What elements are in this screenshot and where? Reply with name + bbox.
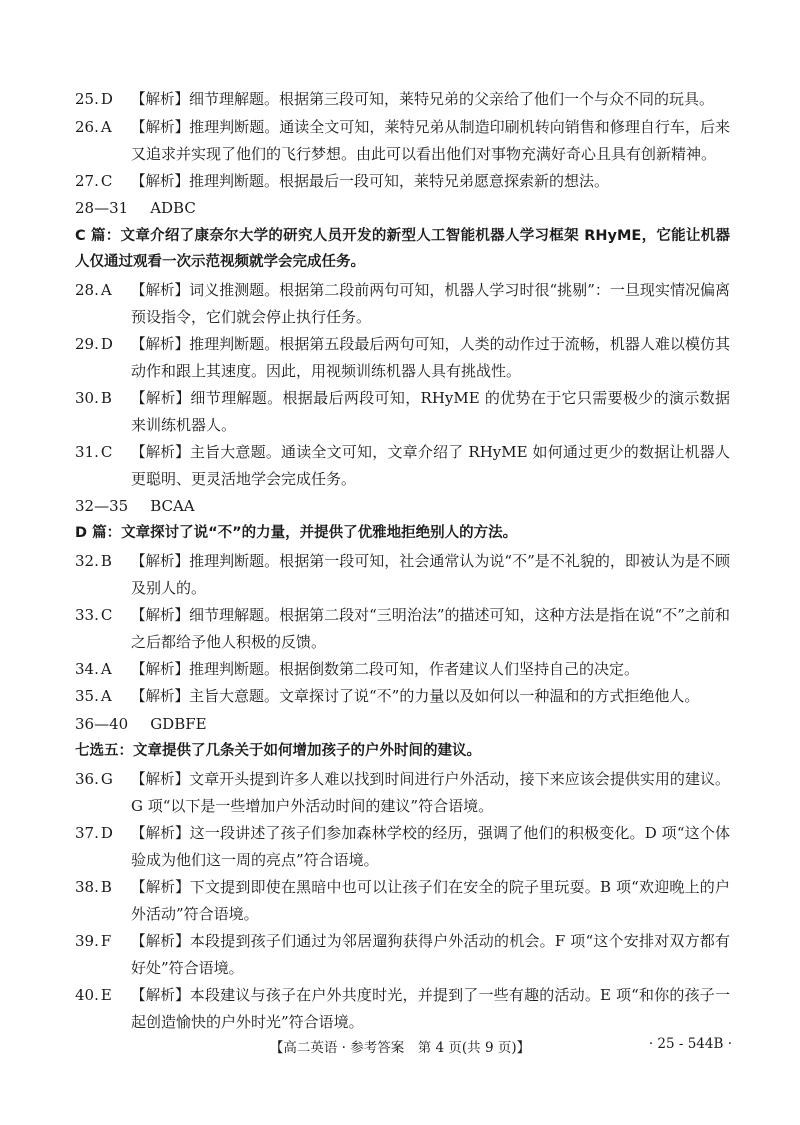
- question-index: 30.: [75, 388, 99, 407]
- group-d: [75, 548, 730, 711]
- answer-range-28-31: [75, 195, 730, 222]
- answer-content: [75, 86, 730, 1036]
- range-answers: BCAA: [150, 496, 195, 515]
- question-index: 39.: [75, 931, 99, 950]
- question-number: [75, 114, 131, 168]
- explanation: [131, 385, 730, 439]
- question-number: [75, 820, 131, 874]
- analysis-tag: 【解析】: [131, 987, 190, 1004]
- question-index: 36.: [75, 769, 99, 788]
- answer-letter: D: [100, 823, 113, 842]
- answer-letter: E: [100, 985, 112, 1004]
- analysis-tag: 【解析】: [131, 825, 190, 842]
- question-index: 29.: [75, 334, 99, 353]
- explanation: [131, 683, 730, 711]
- analysis-tag: 【解析】: [131, 282, 190, 299]
- question-number: [75, 86, 131, 114]
- question-number: [75, 277, 131, 331]
- range-label: 28—31: [75, 199, 129, 217]
- answer-item: [75, 277, 730, 331]
- explanation-text: 主旨大意题。通读全文可知，文章介绍了 RHyME 如何通过更少的数据让机器人更聪明、更灵活地学会完成任务。: [131, 442, 730, 488]
- explanation: [131, 928, 730, 982]
- explanation-text: 细节理解题。根据最后两段可知，RHyME 的优势在于它只需要极少的演示数据来训练机器人。: [131, 388, 731, 434]
- explanation: [131, 602, 730, 656]
- explanation: [131, 168, 730, 196]
- analysis-tag: 【解析】: [131, 689, 189, 705]
- analysis-tag: 【解析】: [131, 444, 190, 461]
- answer-item: [75, 548, 730, 602]
- answer-letter: A: [100, 659, 112, 678]
- group-c: [75, 277, 730, 493]
- question-index: 38.: [75, 877, 99, 896]
- analysis-tag: 【解析】: [131, 661, 189, 678]
- answer-letter: A: [100, 687, 112, 705]
- range-answers: GDBFE: [150, 714, 207, 733]
- answer-letter: A: [100, 117, 112, 136]
- range-answers: ADBC: [150, 199, 196, 217]
- question-number: [75, 683, 131, 711]
- section-7-heading: 七选五：文章提供了几条关于如何增加孩子的户外时间的建议。: [75, 743, 481, 759]
- question-index: 28.: [75, 280, 99, 299]
- question-number: [75, 656, 131, 684]
- explanation-text: 细节理解题。根据第三段可知，莱特兄弟的父亲给了他们一个与众不同的玩具。: [189, 90, 715, 108]
- footer-page-info: 【高二英语 · 参考答案 第 4 页(共 9 页)】: [269, 1040, 531, 1056]
- group-7: [75, 766, 730, 1036]
- range-label: 36—40: [75, 714, 129, 733]
- explanation: [131, 86, 730, 114]
- answer-item: [75, 602, 730, 656]
- answer-letter: D: [100, 334, 113, 353]
- question-number: [75, 331, 131, 385]
- explanation: [131, 874, 730, 928]
- explanation-text: 主旨大意题。文章探讨了说“不”的力量以及如何以一种温和的方式拒绝他人。: [189, 687, 700, 705]
- range-label: 32—35: [75, 496, 129, 515]
- answer-item: [75, 766, 730, 820]
- answer-range-32-35: [75, 493, 730, 520]
- question-number: [75, 168, 131, 196]
- answer-letter: B: [100, 388, 112, 407]
- analysis-tag: 【解析】: [131, 553, 190, 570]
- answer-letter: C: [100, 171, 113, 190]
- question-number: [75, 439, 131, 493]
- question-index: 34.: [75, 659, 99, 678]
- analysis-tag: 【解析】: [131, 92, 189, 108]
- answer-letter: F: [100, 931, 112, 950]
- analysis-tag: 【解析】: [131, 879, 190, 896]
- answer-letter: D: [100, 90, 113, 108]
- answer-letter: C: [100, 605, 113, 624]
- explanation-text: 推理判断题。根据第五段最后两句可知，人类的动作过于流畅，机器人难以模仿其动作和跟上其速度。因此，用视频训练机器人具有挑战性。: [131, 334, 730, 380]
- question-number: [75, 602, 131, 656]
- explanation: [131, 331, 730, 385]
- explanation-text: 下文提到即使在黑暗中也可以让孩子们在安全的院子里玩耍。B 项“欢迎晚上的户外活动”符合语境。: [131, 877, 731, 923]
- answer-item: [75, 439, 730, 493]
- footer-paper-code: · 25 - 544B ·: [648, 1036, 732, 1052]
- analysis-tag: 【解析】: [131, 390, 191, 407]
- question-index: 27.: [75, 171, 99, 190]
- group-a: [75, 86, 730, 195]
- question-index: 33.: [75, 605, 99, 624]
- question-number: [75, 928, 131, 982]
- question-number: [75, 874, 131, 928]
- answer-item: [75, 168, 730, 196]
- answer-item: [75, 683, 730, 711]
- explanation-text: 推理判断题。根据最后一段可知，莱特兄弟愿意探索新的想法。: [189, 171, 610, 190]
- question-number: [75, 548, 131, 602]
- analysis-tag: 【解析】: [131, 336, 190, 353]
- answer-letter: G: [100, 769, 113, 788]
- question-index: 40.: [75, 985, 99, 1004]
- question-index: 35.: [75, 687, 99, 705]
- explanation: [131, 439, 730, 493]
- section-c-heading: C 篇：文章介绍了康奈尔大学的研究人员开发的新型人工智能机器人学习框架 RHyME，它能让机器人仅通过观看一次示范视频就学会完成任务。: [75, 227, 730, 270]
- analysis-tag: 【解析】: [131, 607, 190, 624]
- question-index: 31.: [75, 442, 99, 461]
- question-index: 25.: [75, 90, 99, 108]
- explanation-text: 本段建议与孩子在户外共度时光，并提到了一些有趣的活动。E 项“和你的孩子一起创造愉快的户外时光”符合语境。: [131, 985, 731, 1031]
- explanation: [131, 820, 730, 874]
- explanation-text: 这一段讲述了孩子们参加森林学校的经历，强调了他们的积极变化。D 项“这个体验成为他们这一周的亮点”符合语境。: [131, 823, 730, 869]
- answer-item: [75, 331, 730, 385]
- explanation-text: 词义推测题。根据第二段前两句可知，机器人学习时很“挑剔”：一旦现实情况偏离预设指令，它们就会停止执行任务。: [131, 280, 731, 326]
- explanation: [131, 548, 730, 602]
- explanation-text: 推理判断题。通读全文可知，莱特兄弟从制造印刷机转向销售和修理自行车，后来又追求并实现了他们的飞行梦想。由此可以看出他们对事物充满好奇心且具有创新精神。: [131, 117, 730, 163]
- answer-item: [75, 820, 730, 874]
- explanation: [131, 766, 730, 820]
- answer-item: [75, 114, 730, 168]
- answer-range-36-40: [75, 711, 730, 738]
- question-number: [75, 766, 131, 820]
- explanation: [131, 277, 730, 331]
- analysis-tag: 【解析】: [131, 119, 190, 136]
- answer-item: [75, 656, 730, 684]
- analysis-tag: 【解析】: [131, 771, 190, 788]
- analysis-tag: 【解析】: [131, 173, 189, 190]
- answer-letter: B: [100, 551, 112, 570]
- section-d-heading: D 篇：文章探讨了说“不”的力量，并提供了优雅地拒绝别人的方法。: [75, 525, 518, 541]
- analysis-tag: 【解析】: [131, 933, 190, 950]
- question-index: 37.: [75, 823, 99, 842]
- question-index: 26.: [75, 117, 99, 136]
- question-number: [75, 982, 131, 1036]
- answer-letter: C: [100, 442, 113, 461]
- question-index: 32.: [75, 551, 99, 570]
- question-number: [75, 385, 131, 439]
- answer-letter: A: [100, 280, 112, 299]
- answer-item: [75, 874, 730, 928]
- answer-item: [75, 385, 730, 439]
- explanation-text: 推理判断题。根据第一段可知，社会通常认为说“不”是不礼貌的，即被认为是不顾及别人的。: [131, 551, 731, 597]
- answer-item: [75, 86, 730, 114]
- explanation: [131, 656, 730, 684]
- explanation-text: 细节理解题。根据第二段对“三明治法”的描述可知，这种方法是指在说“不”之前和之后都给予他人积极的反馈。: [131, 605, 730, 651]
- explanation-text: 文章开头提到许多人难以找到时间进行户外活动，接下来应该会提供实用的建议。G 项“以下是一些增加户外活动时间的建议”符合语境。: [131, 769, 730, 815]
- answer-letter: B: [100, 877, 112, 896]
- explanation-text: 本段提到孩子们通过为邻居遛狗获得户外活动的机会。F 项“这个安排对双方都有好处”符合语境。: [131, 931, 730, 977]
- explanation-text: 推理判断题。根据倒数第二段可知，作者建议人们坚持自己的决定。: [189, 659, 640, 678]
- explanation: [131, 114, 730, 168]
- explanation: [131, 982, 730, 1036]
- answer-item: [75, 982, 730, 1036]
- answer-item: [75, 928, 730, 982]
